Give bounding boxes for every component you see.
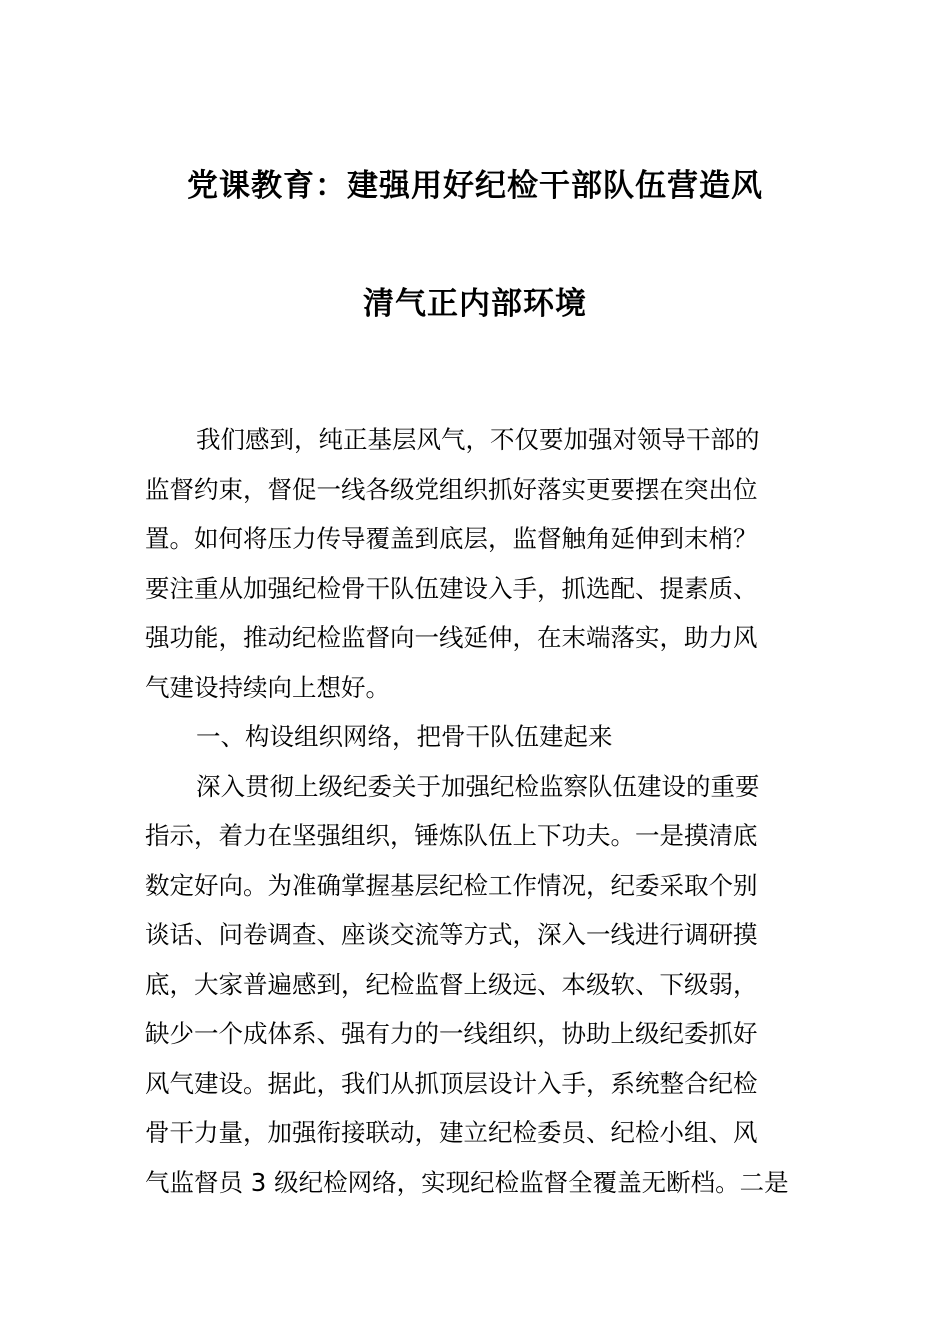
paragraph-1-line-4: 要注重从加强纪检骨干队伍建设入手，抓选配、提素质、 (145, 573, 758, 603)
paragraph-1-line-1: 我们感到，纯正基层风气，不仅要加强对领导干部的 (196, 425, 760, 454)
paragraph-2-line-6: 缺少一个成体系、强有力的一线组织，协助上级纪委抓好 (145, 1019, 758, 1048)
document-title-line-1: 党课教育：建强用好纪检干部队伍营造风 (187, 168, 763, 204)
document-title-line-2: 清气正内部环境 (363, 286, 587, 322)
paragraph-2-line-9: 气监督员 3 级纪检网络，实现纪检监督全覆盖无断档。二是 (145, 1167, 789, 1197)
paragraph-1-line-2: 监督约束，督促一线各级党组织抓好落实更要摆在突出位 (145, 474, 758, 504)
paragraph-2-line-8: 骨干力量，加强衔接联动，建立纪检委员、纪检小组、风 (145, 1118, 758, 1147)
paragraph-1-line-5: 强功能，推动纪检监督向一线延伸，在末端落实，助力风 (145, 623, 758, 652)
document-body (145, 415, 807, 1207)
paragraph-2-line-4: 谈话、问卷调查、座谈交流等方式，深入一线进行调研摸 (145, 920, 758, 949)
paragraph-2-line-2: 指示，着力在坚强组织，锤炼队伍上下功夫。一是摸清底 (145, 821, 758, 850)
paragraph-1-line-3: 置。如何将压力传导覆盖到底层，监督触角延伸到末梢？ (145, 524, 758, 553)
paragraph-2-line-5: 底，大家普遍感到，纪检监督上级远、本级软、下级弱， (145, 969, 758, 999)
paragraph-2-line-3: 数定好向。为准确掌握基层纪检工作情况，纪委采取个别 (145, 870, 758, 900)
section-heading-1: 一、构设组织网络，把骨干队伍建起来 (196, 722, 613, 751)
paragraph-2-line-7: 风气建设。据此，我们从抓顶层设计入手，系统整合纪检 (145, 1068, 758, 1098)
paragraph-1-line-6: 气建设持续向上想好。 (145, 672, 390, 702)
paragraph-2-line-1: 深入贯彻上级纪委关于加强纪检监察队伍建设的重要 (196, 771, 760, 801)
